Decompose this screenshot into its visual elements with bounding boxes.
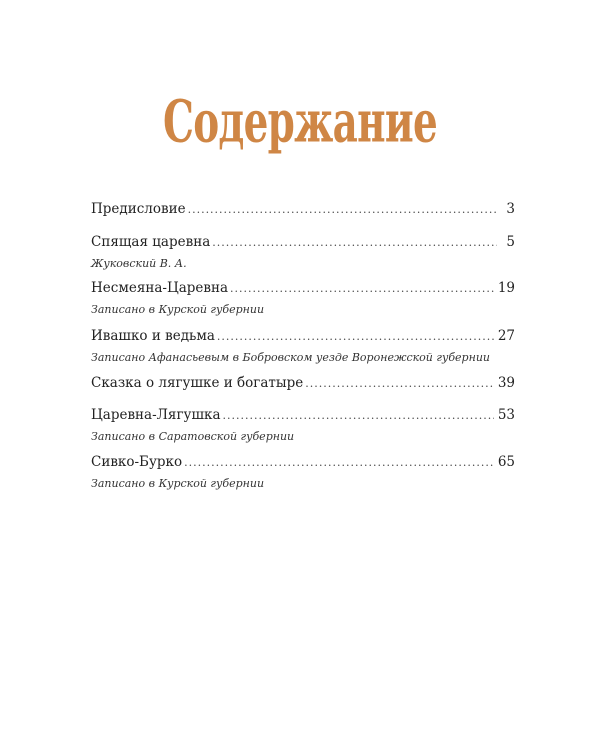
- toc-entry-label: Несмеяна-Царевна: [91, 280, 229, 296]
- toc-leader-dots: [184, 452, 494, 474]
- toc-page-number: 27: [497, 328, 515, 344]
- toc-row: [91, 325, 515, 348]
- toc-leader-dots: [230, 278, 494, 300]
- toc-entry-label: Сивко-Бурко: [91, 454, 183, 470]
- toc-entry-sleeping-princess: [91, 231, 515, 271]
- toc-leader-dots: [223, 405, 494, 427]
- page-title: Содержание: [162, 86, 438, 156]
- toc-page-number: 39: [497, 375, 515, 391]
- toc-page-number: 19: [497, 280, 515, 296]
- toc-entry-note: Записано Афанасьевым в Бобровском уезде Воронежской губернии: [91, 351, 491, 364]
- toc-entry-ivashko: [91, 325, 515, 365]
- toc-page-number: 65: [497, 454, 515, 470]
- toc-leader-dots: [305, 373, 494, 395]
- toc-page-number: 53: [497, 407, 515, 423]
- toc-page-number: 3: [506, 201, 515, 217]
- toc-entry-label: Царевна-Лягушка: [91, 407, 221, 423]
- toc-entry-nesmeyana: [91, 277, 515, 317]
- toc-entry-label: Сказка о лягушке и богатыре: [91, 375, 304, 391]
- toc-row: [91, 231, 515, 254]
- toc-row: [91, 372, 515, 395]
- toc-entry-frog-hero: [91, 372, 515, 395]
- toc-entry-note: Записано в Курской губернии: [91, 303, 265, 316]
- toc-entry-label: Спящая царевна: [91, 234, 211, 250]
- toc-entry-note: Жуковский В. А.: [91, 257, 187, 270]
- toc-entry-label: Предисловие: [91, 201, 186, 217]
- toc-entry-preface: [91, 198, 515, 221]
- toc-entry-frog-princess: [91, 404, 515, 444]
- toc-leader-dots: [188, 199, 497, 221]
- toc-page-number: 5: [506, 234, 515, 250]
- toc-entry-sivko-burko: [91, 451, 515, 491]
- toc-row: [91, 451, 515, 474]
- toc-row: [91, 277, 515, 300]
- toc-leader-dots: [212, 232, 497, 254]
- toc-entry-note: Записано в Саратовской губернии: [91, 430, 295, 443]
- toc-entry-note: Записано в Курской губернии: [91, 477, 265, 490]
- toc-leader-dots: [217, 326, 494, 348]
- toc-entry-label: Ивашко и ведьма: [91, 328, 215, 344]
- toc-row: [91, 404, 515, 427]
- toc-row: [91, 198, 515, 221]
